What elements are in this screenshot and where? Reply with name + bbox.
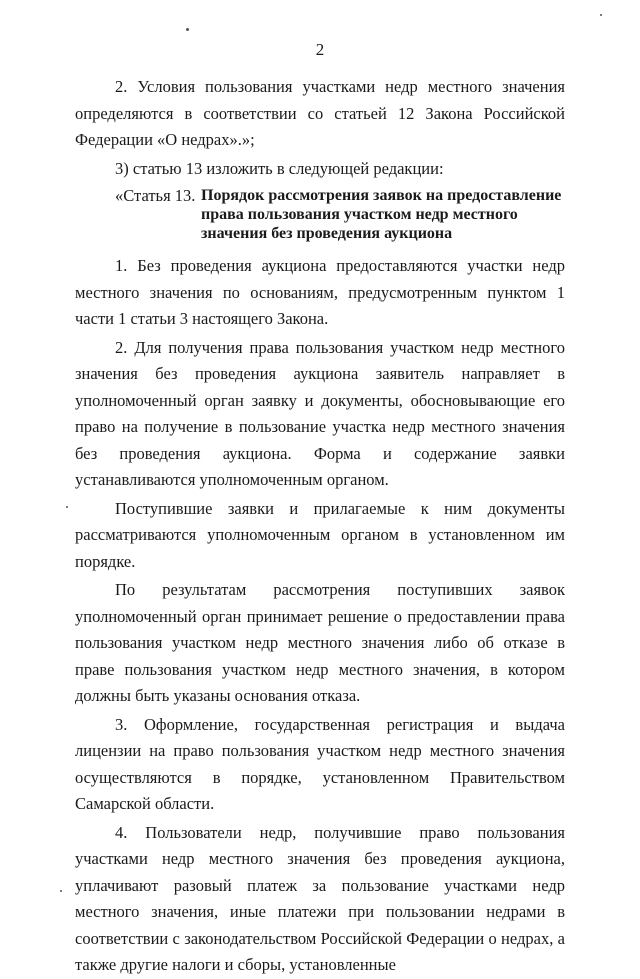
article-title: Порядок рассмотрения заявок на предоставление права пользования участком недр местного значения без проведения аукциона (201, 187, 562, 242)
paragraph-decision: По результатам рассмотрения поступивших заявок уполномоченный орган принимает решение о предоставлении права пользования участком недр местного значения либо об отказе в праве пользования участком недр местного значения, в котором должны быть указаны основания отказа. (75, 580, 565, 705)
article-heading (115, 186, 565, 243)
scan-speck (600, 14, 602, 16)
paragraph-clause-4: 4. Пользователи недр, получившие право пользования участками недр местного значения без проведения аукциона, уплачивают разовый платеж за пользование участками недр местного значения, иные платежи при пользовании недрами в соответствии с законодательством Российской Федерации о недрах, а также другие налоги и сборы, установленные (75, 822, 565, 974)
scan-speck (66, 506, 68, 508)
paragraph-clause-2: 2. Для получения права пользования участком недр местного значения без проведения аукциона заявитель направляет в уполномоченный орган заявку и документы, обосновывающие его право на получение в пользование участка недр местного значения без проведения аукциона. Форма и содержание заявки устанавливаются уполномоченным органом. (75, 337, 565, 489)
paragraph-clause-1: 1. Без проведения аукциона предоставляются участки недр местного значения по основаниям, предусмотренным пунктом 1 части 1 статьи 3 настоящего Закона. (75, 256, 565, 328)
paragraph-applications-review: Поступившие заявки и прилагаемые к ним документы рассматриваются уполномоченным органом в установленном им порядке. (75, 498, 565, 571)
scan-speck (186, 28, 189, 31)
page-number: 2 (315, 40, 325, 59)
paragraph-amendment-intro: 3) статью 13 изложить в следующей редакции: (115, 158, 444, 178)
scan-speck (60, 890, 62, 892)
document-body (75, 74, 565, 979)
paragraph-clause-3: 3. Оформление, государственная регистрация и выдача лицензии на право пользования участком недр местного значения осуществляются в порядке, установленном Правительством Самарской области. (75, 714, 565, 813)
article-label: «Статья 13. (115, 186, 196, 205)
paragraph-conditions: 2. Условия пользования участками недр местного значения определяются в соответствии со статьей 12 Закона Российской Федерации «О недрах».»; (75, 77, 565, 149)
